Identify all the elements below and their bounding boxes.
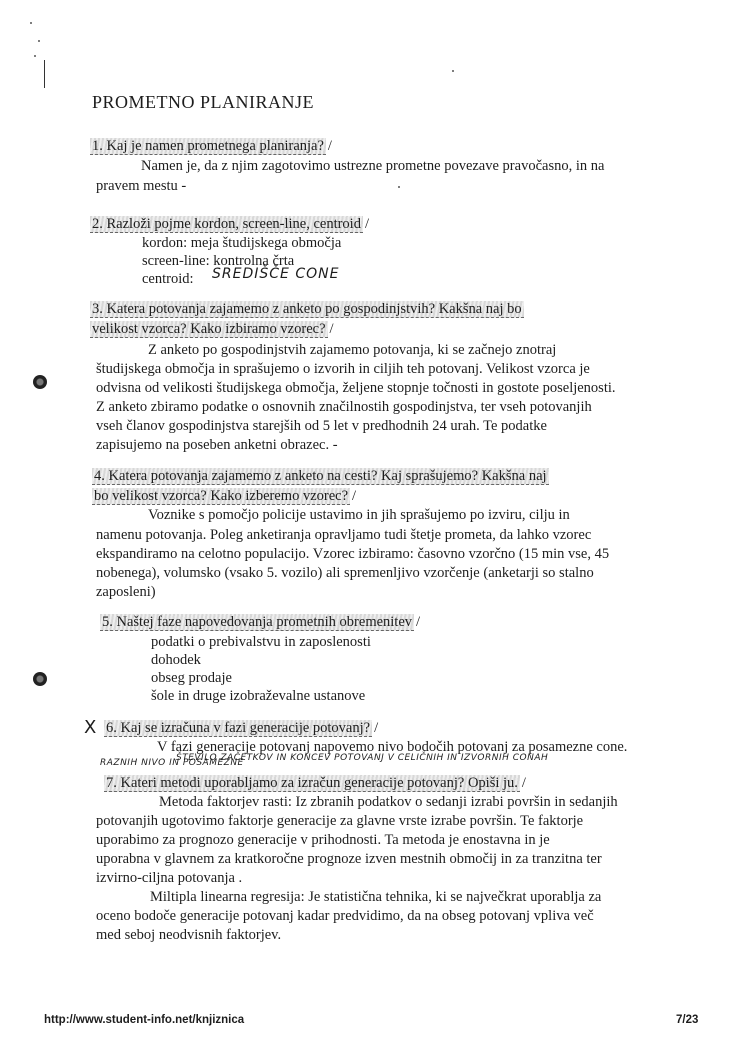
- answer-7-line: Metoda faktorjev rasti: Iz zbranih podatkov o sedanji izrabi površin in sedanjih: [159, 794, 618, 810]
- scan-speck: [30, 22, 32, 24]
- scan-speck: [398, 186, 400, 188]
- question-5-mark: /: [416, 614, 421, 630]
- question-3-text: 3. Katera potovanja zajamemo z anketo po gospodinjstvih? Kakšna naj bo: [92, 301, 522, 317]
- question-7: [104, 774, 526, 792]
- question-3: [90, 300, 524, 318]
- answer-7-line: oceno bodoče generacije potovanj kadar predvidimo, da na obseg potovanj vpliva več: [96, 908, 594, 924]
- question-5: [100, 613, 420, 631]
- answer-2-item: screen-line: kontrolna črta: [142, 253, 295, 269]
- handwritten-note: RAZNIH NIVO IN POSAMEZNE: [100, 758, 244, 768]
- answer-4-line: nobenega), volumsko (vsako 5. vozilo) ali spremenljivo vzorčenje (anketarji so stalno: [96, 565, 594, 581]
- answer-4-line: ekspandiramo na celotno populacijo. Vzorec izbiramo: časovno vzorčno (15 min vse, 45: [96, 546, 610, 562]
- question-7-text: 7. Kateri metodi uporabljamo za izračun generacije potovanj? Opiši ju.: [106, 775, 518, 791]
- answer-7-line: Miltipla linearna regresija: Je statistična tehnika, ki se največkrat uporablja za: [150, 889, 602, 905]
- answer-4-line: Voznike s pomočjo policije ustavimo in jih sprašujemo po izviru, cilju in: [148, 507, 570, 523]
- handwritten-note: ŠTEVILO ZAČETKOV IN KONCEV POTOVANJ V CELIČNIH IN IZVORNIH CONAH: [176, 753, 549, 763]
- answer-2-item: centroid:: [142, 271, 194, 287]
- question-4-mark: /: [352, 488, 357, 504]
- answer-6-line: V fazi generacije potovanj napovemo nivo bodočih potovanj za posamezne cone.: [157, 739, 628, 755]
- answer-7-line: uporabna v glavnem za kratkoročne prognoze izven mestnih območij in za tranzitna ter: [96, 851, 602, 867]
- answer-3-line: Z anketo po gospodinjstvih zajamemo potovanja, ki se začnejo znotraj: [148, 342, 557, 358]
- answer-4-line: zaposleni): [96, 584, 156, 600]
- question-6-text: 6. Kaj se izračuna v fazi generacije potovanj?: [106, 720, 371, 736]
- page-number: 7/23: [676, 1014, 699, 1026]
- question-3-cont: [90, 320, 334, 338]
- question-4-text: 4. Katera potovanja zajamemo z anketo na cesti? Kaj sprašujemo? Kakšna naj: [94, 468, 547, 484]
- question-6-mark: /: [374, 720, 379, 736]
- cross-mark: X: [84, 717, 97, 738]
- answer-7-line: izvirno-ciljna potovanja .: [96, 870, 243, 886]
- question-4: [92, 467, 549, 485]
- scan-edge-mark: [44, 60, 45, 88]
- answer-1-line: Namen je, da z njim zagotovimo ustrezne prometne povezave pravočasno, in na: [141, 158, 605, 174]
- answer-5-item: podatki o prebivalstvu in zaposlenosti: [151, 634, 371, 650]
- answer-3-line: zapisujemo na poseben anketni obrazec. -: [96, 437, 338, 453]
- page-title: PROMETNO PLANIRANJE: [92, 92, 315, 112]
- question-1: [90, 137, 332, 155]
- question-2: [90, 215, 369, 233]
- question-4-cont: [92, 487, 356, 505]
- answer-3-line: vseh članov gospodinjstva starejših od 5 let v predhodnih 24 urah. Te podatke: [96, 418, 547, 434]
- question-3-text-cont: velikost vzorca? Kako izbiramo vzorec?: [92, 321, 326, 337]
- question-1-text: 1. Kaj je namen prometnega planiranja?: [92, 138, 324, 154]
- punch-hole-mark: [33, 375, 47, 389]
- punch-hole-mark: [33, 672, 47, 686]
- question-6: [104, 719, 378, 737]
- scan-speck: [452, 70, 454, 72]
- question-2-mark: /: [364, 216, 369, 232]
- question-2-text: 2. Razloži pojme kordon, screen-line, centroid: [92, 216, 361, 232]
- answer-7-line: uporabimo za prognozo generacije v prihodnosti. Ta metoda je enostavna in je: [96, 832, 550, 848]
- answer-5-item: dohodek: [151, 652, 201, 668]
- answer-2-item: kordon: meja študijskega območja: [142, 235, 342, 251]
- scan-speck: [38, 40, 40, 42]
- scan-speck: [34, 55, 36, 57]
- question-3-mark: /: [329, 321, 334, 337]
- answer-7-line: potovanjih ugotovimo faktorje generacije za glavne vrste izrabe površin. Te faktorje: [96, 813, 584, 829]
- footer-url: http://www.student-info.net/knjiznica: [44, 1014, 245, 1026]
- question-7-mark: /: [521, 775, 526, 791]
- question-4-text-cont: bo velikost vzorca? Kako izberemo vzorec?: [94, 488, 349, 504]
- answer-1-line: pravem mestu -: [96, 178, 187, 194]
- answer-5-item: šole in druge izobraževalne ustanove: [151, 688, 366, 704]
- question-1-mark: /: [327, 138, 332, 154]
- answer-3-line: Z anketo zbiramo podatke o osnovnih značilnostih gospodinjstva, ter vseh potovanjih: [96, 399, 592, 415]
- answer-7-line: med seboj neodvisnih faktorjev.: [96, 927, 282, 943]
- answer-4-line: namenu potovanja. Poleg anketiranja opravljamo tudi štetje prometa, da lahko vzorec: [96, 527, 592, 543]
- answer-3-line: odvisna od velikosti študijskega območja, željene stopnje točnosti in gostote poseljenosti.: [96, 380, 616, 396]
- answer-3-line: študijskega območja in sprašujemo o izvorih in ciljih teh potovanj. Velikost vzorca je: [96, 361, 590, 377]
- handwritten-note: SREDIŠČE CONE: [212, 266, 340, 282]
- question-5-text: 5. Naštej faze napovedovanja prometnih obremenitev: [102, 614, 413, 630]
- answer-5-item: obseg prodaje: [151, 670, 232, 686]
